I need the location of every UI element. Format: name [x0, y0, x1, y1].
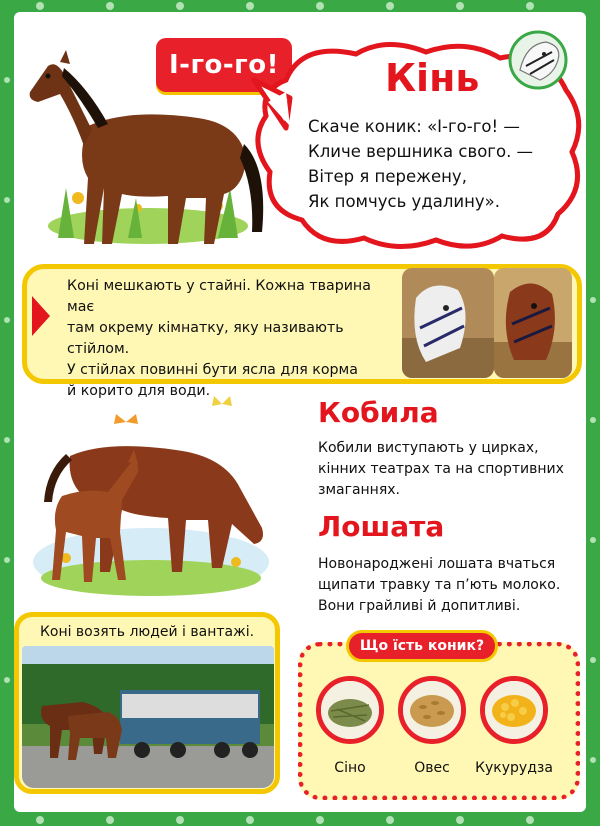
- page-title: Кінь: [385, 56, 480, 100]
- food-label-hay: Сіно: [334, 760, 366, 776]
- food-title-badge: Що їсть коник?: [346, 630, 498, 662]
- mare-title: Кобила: [318, 396, 439, 429]
- foal-line: щипати травку та п’ють молоко.: [318, 577, 561, 593]
- stable-line: Коні мешкають у стайні. Кожна тварина має: [67, 278, 371, 315]
- hay-image: [316, 676, 384, 744]
- carriage-caption: Коні возять людей і вантажі.: [39, 624, 255, 640]
- oats-image: [398, 676, 466, 744]
- carriage-photo: [22, 646, 274, 788]
- stable-line: там окрему кімнатку, яку називають стійлом.: [67, 320, 344, 357]
- mare-line: Кобили виступають у цирках,: [318, 440, 539, 456]
- poem-line: Кличе вершника свого. —: [308, 142, 534, 161]
- mare-and-foal-illustration: [26, 392, 276, 598]
- mare-line: кінних театрах та на спортивних: [318, 461, 564, 477]
- stable-line: У стійлах повинні бути ясла для корма: [67, 362, 358, 378]
- stable-photo-white-horse: [402, 268, 494, 378]
- red-arrow-icon: [30, 294, 52, 338]
- corn-image: [480, 676, 548, 744]
- mare-text: [318, 438, 564, 501]
- stable-photo-brown-horse: [494, 268, 572, 378]
- poem-text: [308, 114, 533, 214]
- stable-line: й корито для води.: [67, 383, 211, 399]
- food-label-oats: Овес: [414, 760, 450, 776]
- foal-line: Вони грайливі й допитливі.: [318, 598, 521, 614]
- poem-line: Як помчусь удалину».: [308, 192, 501, 211]
- foal-line: Новонароджені лошата вчаться: [318, 556, 556, 572]
- foal-text: [318, 554, 560, 617]
- food-label-corn: Кукурудза: [475, 760, 553, 776]
- title-badge: І-го-го!: [156, 38, 292, 92]
- foal-title: Лошата: [318, 510, 445, 543]
- poem-line: Вітер я пережену,: [308, 167, 467, 186]
- stable-text: [67, 276, 397, 402]
- mare-line: змаганнях.: [318, 482, 400, 498]
- poem-line: Скаче коник: «І-го-го! —: [308, 117, 520, 136]
- white-horse-head-image: [496, 30, 578, 90]
